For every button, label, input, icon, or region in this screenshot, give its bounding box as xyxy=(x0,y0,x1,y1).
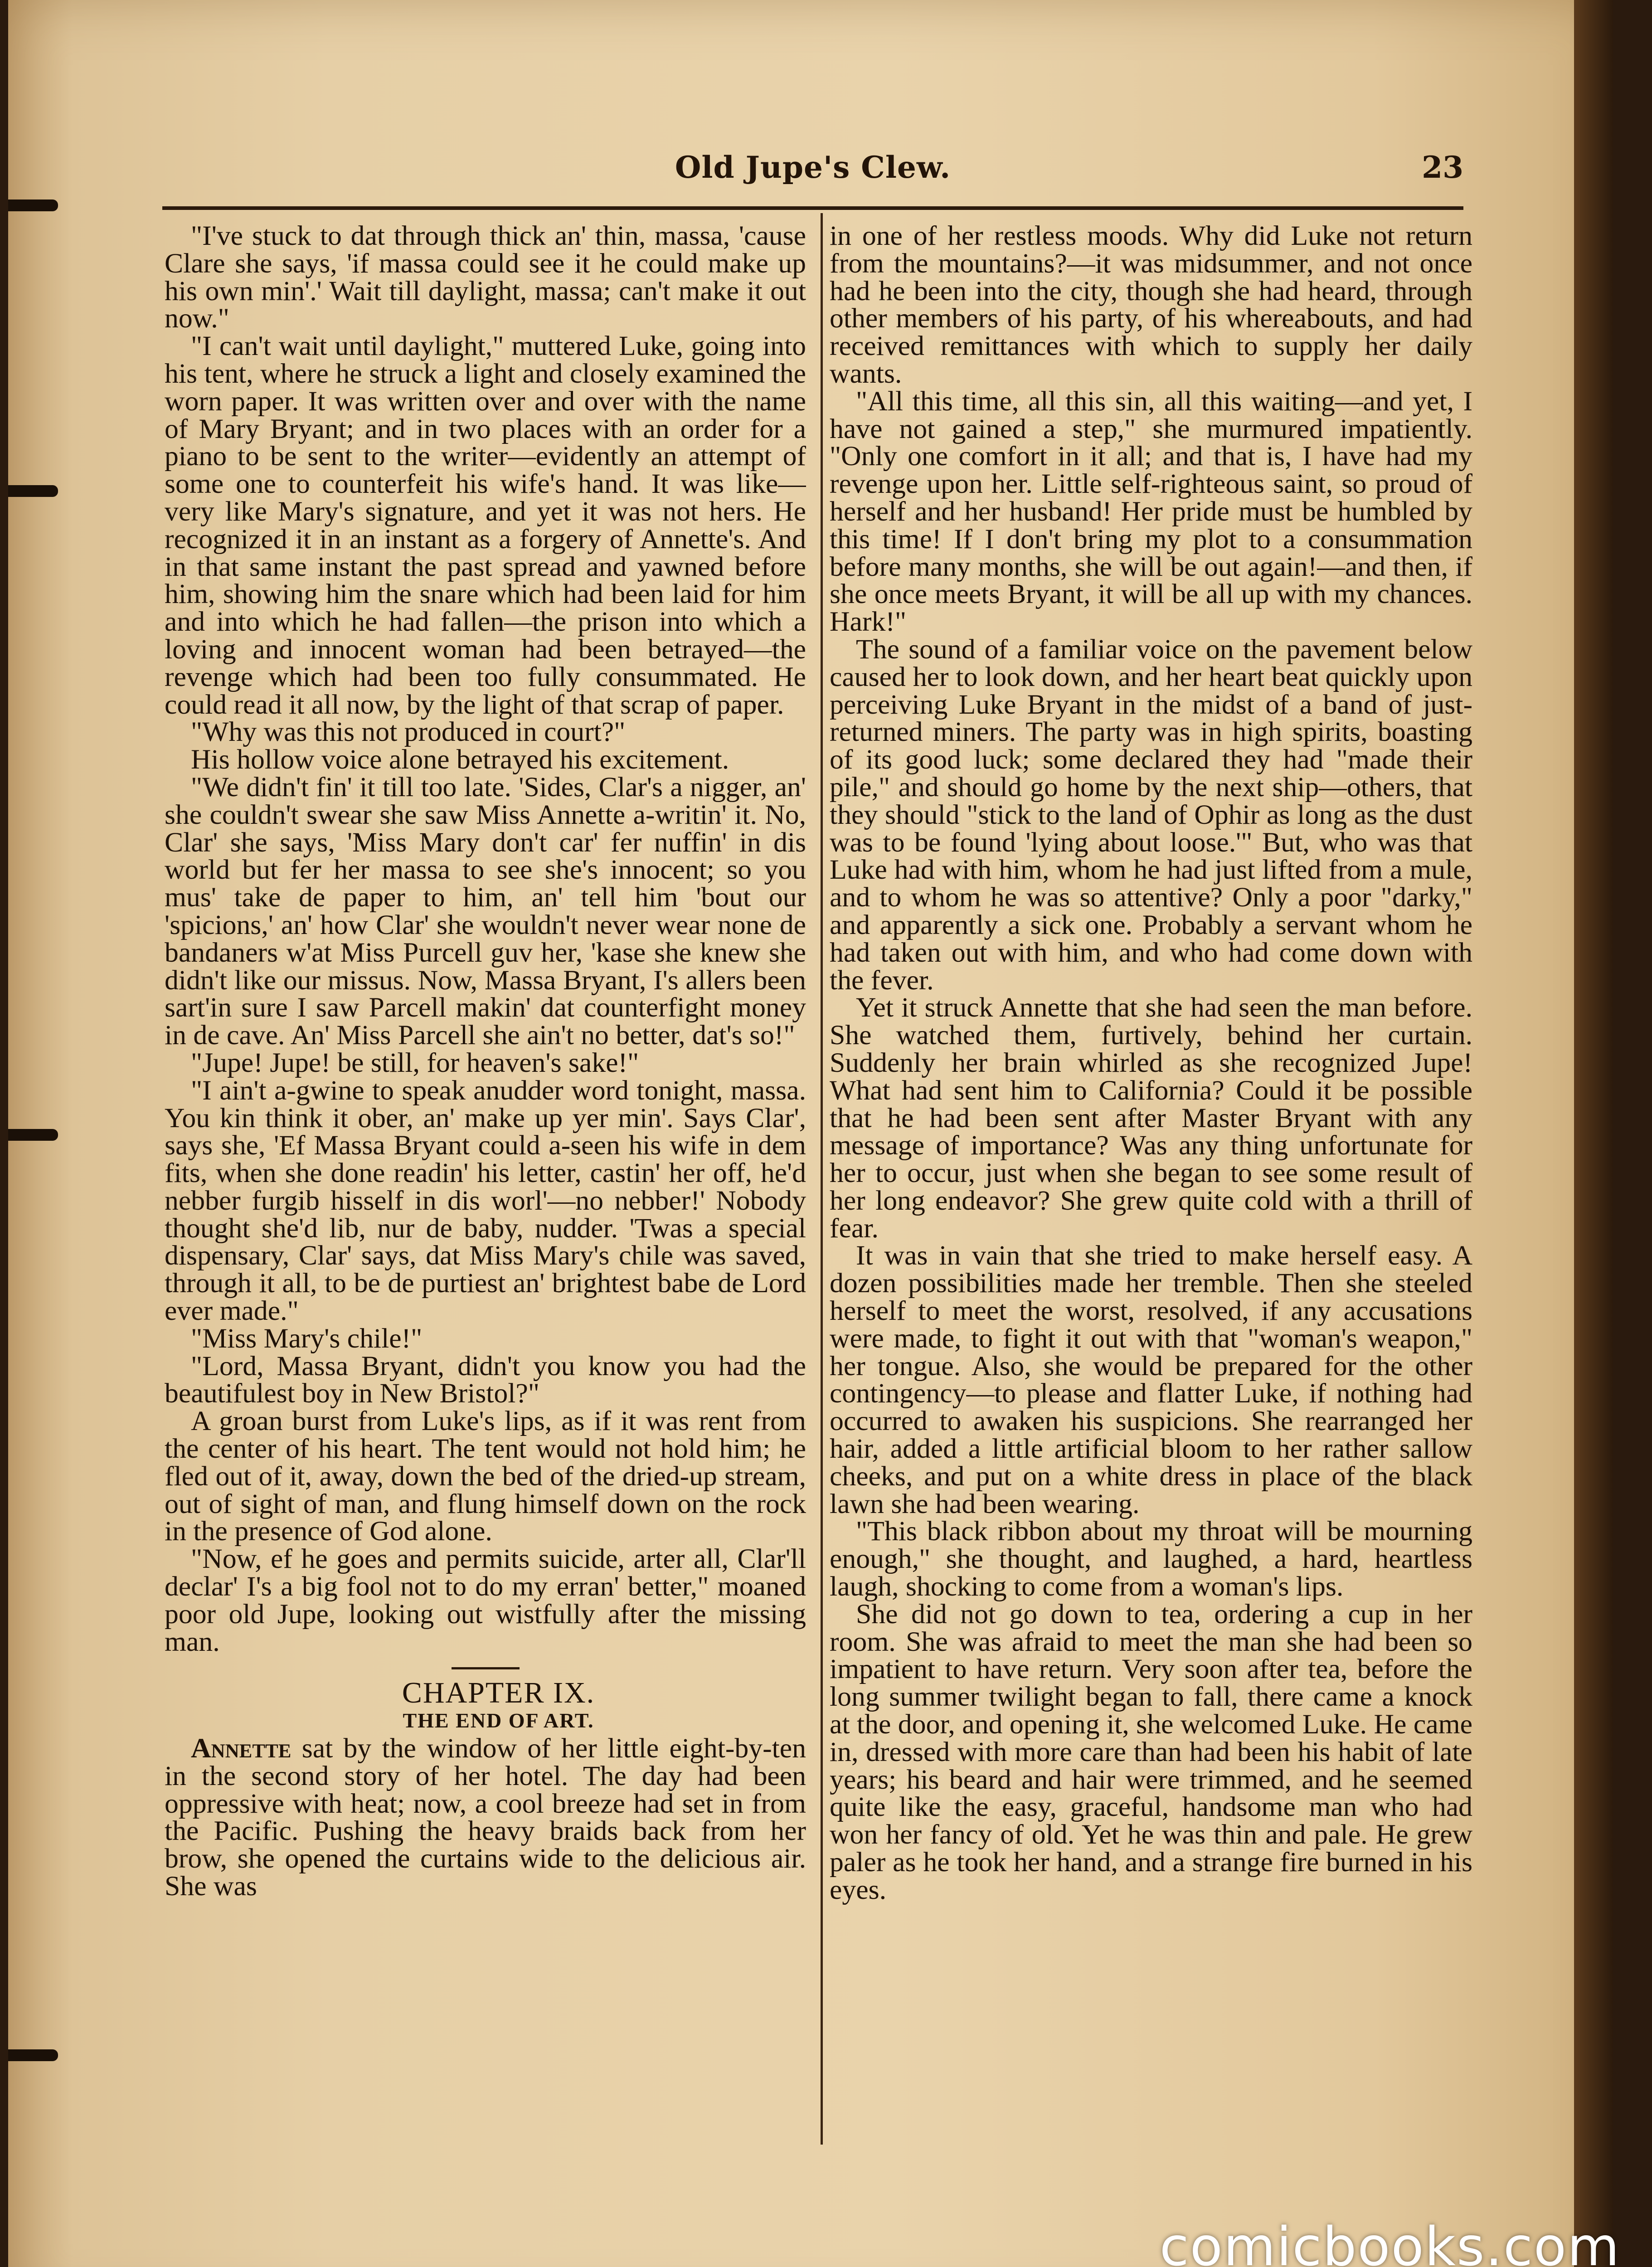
paragraph: A groan burst from Luke's lips, as if it was rent from the center of his heart. The tent would not hold him; he fled out of it, away, down the bed of the dried-up stream, out of sight of man, and flung himself down on the rock in the presence of God alone. xyxy=(165,1406,806,1547)
paragraph: "All this time, all this sin, all this waiting—and yet, I have not gained a step," she murmured impatiently. "Only one comfort in it all; and that is, I have had my revenge upon her. Little self-righteous saint, so proud of herself and her husband! Her pride must be humbled by this time! If I don't bring my plot to a consummation before many months, she will be out again!—and then, if she once meets Bryant, it will be all up with my chances. Hark!" xyxy=(830,385,1472,637)
paragraph: Yet it struck Annette that she had seen the man before. She watched them, furtively, behind her curtain. Suddenly her brain whirled as she recognized Jupe! What had sent him to California? Could it be possible that he had been sent after Master Bryant with any message of importance? Was any thing unfortunate for her to occur, just when she began to see some result of her long endeavor? She grew quite cold with a thrill of fear. xyxy=(830,992,1472,1244)
paragraph: It was in vain that she tried to make herself easy. A dozen possibilities made her tremble. Then she steeled herself to meet the worst, resolved, if any accusations were made, to fight it out with that "woman's weapon," her tongue. Also, she would be prepared for the other contingency—to please and flatter Luke, if nothing had occurred to awaken his suspicions. She rearranged her hair, added a little artificial bloom to her rather sallow cheeks, and put on a white dress in place of the black lawn she had been wearing. xyxy=(830,1240,1472,1519)
page-right-edge xyxy=(1574,0,1613,2267)
binding-stitch xyxy=(8,2049,58,2061)
watermark: comicbooks.com xyxy=(1159,2215,1620,2267)
book-page xyxy=(8,0,1613,2267)
paragraph: She did not go down to tea, ordering a cup in her room. She was afraid to meet the man she had been so impatient to have return. Very soon after tea, before the long summer twilight began to fall, there came a knock at the door, and opening it, she welcomed Luke. He came in, dressed with more care than had been his habit of late years; his beard and hair were trimmed, and he seemed quite like the easy, graceful, handsome man who had won her fancy of old. Yet he was thin and pale. He grew paler as he took her hand, and a strange fire burned in his eyes. xyxy=(830,1598,1472,1905)
running-title: Old Jupe's Clew. xyxy=(675,150,951,185)
chapter-title: CHAPTER IX. xyxy=(402,1676,595,1710)
paragraph: "This black ribbon about my throat will be mourning enough," she thought, and laughed, a hard, heartless laugh, shocking to come from a woman's lips. xyxy=(830,1516,1472,1602)
page-header xyxy=(162,150,1463,199)
paragraph: The sound of a familiar voice on the pavement below caused her to look down, and her heart beat quickly upon perceiving Luke Bryant in the midst of a band of just-returned miners. The party was in high spirits, boasting of its good luck; some declared they had "made their pile," and should go home by the next ship—others, that they should "stick to the land of Ophir as long as the dust was to be found 'lying about loose.'" But, who was that Luke had with him, whom he had just lifted from a mule, and to whom he was so attentive? Only a poor "darky," and apparently a sick one. Probably a servant whom he had taken out with him, and who had come down with the fever. xyxy=(830,633,1472,996)
paragraph: "Miss Mary's chile!" xyxy=(191,1323,423,1354)
paragraph: "I've stuck to dat through thick an' thin, massa, 'cause Clare she says, 'if massa could see it he could make up his own min'.' Wait till daylight, massa; can't make it out now." xyxy=(165,222,806,334)
right-column xyxy=(830,222,1472,2154)
binding-stitch xyxy=(8,1129,58,1141)
paragraph: "I ain't a-gwine to speak anudder word tonight, massa. You kin think it ober, an' make up yer min'. Says Clar', says she, 'Ef Massa Bryant could a-seen his wife in dem fits, when she done readin' his letter, castin' her off, he'd nebber furgib hisself in dis worl'—no nebber!' Nobody thought she'd lib, nur de baby, nudder. 'Twas a special dispensary, Clar' says, dat Miss Mary's chile was saved, through it all, to be de purtiest an' brightest babe de Lord ever made." xyxy=(165,1075,806,1327)
chapter-subtitle: THE END OF ART. xyxy=(403,1709,594,1732)
paragraph: in one of her restless moods. Why did Luke not return from the mountains?—it was midsummer, and not once had he been into the city, though she had heard, through other members of his party, of his whereabouts, and had received remittances with which to supply her daily wants. xyxy=(830,222,1472,389)
page-number: 23 xyxy=(1422,150,1463,185)
chapter-first-word: Annette xyxy=(191,1733,292,1764)
column-divider xyxy=(821,213,823,2145)
binding-stitch xyxy=(8,485,58,497)
chapter-opening-text: sat by the window of her little eight-by-ten in the second story of her hotel. The day had been oppressive with heat; now, a cool breeze had set in from the Pacific. Pushing the heavy braids back from her brow, she opened the curtains wide to the delicious air. She was xyxy=(165,1733,806,1902)
paragraph: "I can't wait until daylight," muttered Luke, going into his tent, where he struck a light and closely examined the worn paper. It was written over and over with the name of Mary Bryant; and in two places with an order for a piano to be sent to the writer—evidently an attempt of some one to counterfeit his wife's hand. It was like—very like Mary's signature, and yet it was not hers. He recognized it in an instant as a forgery of Annette's. And in that same instant the past spread and yawned before him, showing him the snare which had been laid for him and into which he had fallen—the prison into which a loving and innocent woman had been betrayed—the revenge which had been too fully consummated. He could read it all now, by the light of that scrap of paper. xyxy=(165,331,806,720)
header-rule xyxy=(162,206,1463,210)
paragraph: "Why was this not produced in court?" xyxy=(191,716,626,748)
paragraph: "Now, ef he goes and permits suicide, arter all, Clar'll declar' I's a big fool not to do my erran' better," moaned poor old Jupe, looking out wistfully after the missing man. xyxy=(165,1543,806,1657)
binding-stitch xyxy=(8,199,58,211)
chapter-opening-paragraph xyxy=(165,1735,806,1900)
left-column xyxy=(165,222,806,2154)
paragraph: "We didn't fin' it till too late. 'Sides, Clar's a nigger, an' she couldn't swear she saw Miss Annette a-writin' it. No, Clar' she says, 'Miss Mary don't car' fer nuffin' in dis world but fer her massa to see she's innocent; so you mus' take de paper to him, an' tell him 'bout our 'spicions,' an' how Clar' she wouldn't never wear none de bandaners w'at Miss Purcell guv her, 'kase she knew she didn't like our missus. Now, Massa Bryant, I's allers been sart'in sure I saw Parcell makin' dat counterfight money in de cave. An' Miss Parcell she ain't no better, dat's so!" xyxy=(165,771,806,1051)
paragraph: His hollow voice alone betrayed his excitement. xyxy=(191,744,729,775)
paragraph: "Jupe! Jupe! be still, for heaven's sake!" xyxy=(191,1047,639,1078)
chapter-separator xyxy=(452,1667,520,1669)
paragraph: "Lord, Massa Bryant, didn't you know you had the beautifulest boy in New Bristol?" xyxy=(165,1350,806,1409)
